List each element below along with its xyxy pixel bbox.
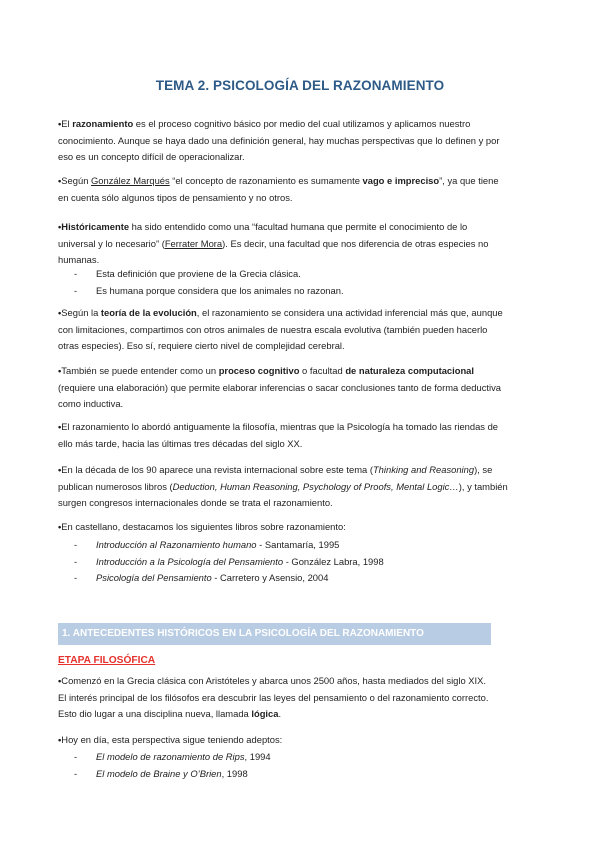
text: ”, ya que tiene bbox=[439, 175, 499, 186]
text: También se puede entender como un bbox=[61, 365, 219, 376]
bullet: • bbox=[58, 221, 62, 232]
bold-text: teoría de la evolución bbox=[100, 307, 197, 318]
book-author: - González Labra, 1998 bbox=[283, 555, 384, 567]
dash: - bbox=[74, 767, 78, 779]
bullet: • bbox=[58, 175, 62, 186]
dash: - bbox=[74, 284, 78, 296]
book-title: Introducción a la Psicología del Pensamiento bbox=[96, 555, 284, 567]
italic-text: Thinking and Reasoning bbox=[372, 464, 475, 475]
list-item-text: Es humana porque considera que los animales no razonan. bbox=[96, 284, 344, 296]
model-title: El modelo de Braine y O’Brien bbox=[96, 767, 222, 779]
paragraph-historicamente bbox=[58, 219, 548, 269]
text: Esto dio lugar a una disciplina nueva, llamada bbox=[58, 708, 252, 720]
list-item bbox=[74, 570, 534, 587]
bold-text: Históricamente bbox=[61, 221, 130, 232]
list-item bbox=[74, 266, 534, 283]
bold-text: proceso cognitivo bbox=[218, 365, 300, 376]
text: universal y lo necesario” ( bbox=[58, 237, 165, 249]
text: , el razonamiento se considera una actividad inferencial más que, aunque bbox=[196, 307, 503, 318]
text: Según bbox=[61, 175, 92, 186]
section-heading: 1. ANTECEDENTES HISTÓRICOS EN LA PSICOLOGÍA DEL RAZONAMIENTO bbox=[62, 628, 424, 639]
bold-text: lógica bbox=[251, 708, 279, 720]
text-line: eso es un concepto difícil de operacionalizar. bbox=[58, 151, 245, 163]
book-author: - Santamaría, 1995 bbox=[256, 539, 340, 550]
model-year: , 1994 bbox=[244, 751, 271, 762]
bullet: • bbox=[58, 307, 62, 318]
text: Según la bbox=[61, 307, 101, 318]
bold-text: de naturaleza computacional bbox=[345, 365, 475, 376]
list-item-text: Esta definición que proviene de la Grecia clásica. bbox=[96, 268, 301, 279]
text-line: El interés principal de los filósofos era descubrir las leyes del pensamiento o del razonamiento correcto. bbox=[58, 691, 489, 703]
subheading-etapa-filosofica: ETAPA FILOSÓFICA bbox=[58, 655, 156, 666]
list-item bbox=[74, 766, 534, 783]
dash: - bbox=[74, 751, 78, 762]
list-books bbox=[74, 537, 534, 587]
text: El razonamiento lo abordó antiguamente la filosofía, mientras que la Psicología ha tomado las riendas de bbox=[61, 421, 499, 432]
list-item bbox=[74, 749, 534, 766]
page-title: TEMA 2. PSICOLOGÍA DEL RAZONAMIENTO bbox=[155, 78, 445, 93]
text-line: como inductiva. bbox=[58, 398, 124, 410]
section-heading-bar bbox=[58, 623, 491, 645]
book-author: - Carretero y Asensio, 2004 bbox=[211, 572, 329, 584]
author-link: Ferrater Mora bbox=[164, 237, 223, 249]
paragraph-gonzalez-marques bbox=[58, 173, 548, 206]
text: publican numerosos libros ( bbox=[58, 480, 173, 492]
text: Hoy en día, esta perspectiva sigue teniendo adeptos: bbox=[61, 734, 283, 745]
text-line: otras especies). Eso sí, requiere cierto nivel de complejidad cerebral. bbox=[58, 340, 345, 352]
paragraph-castellano bbox=[58, 519, 548, 536]
text: ha sido entendido como una “facultad humana que permite el conocimiento de lo bbox=[129, 221, 468, 232]
paragraph-definition bbox=[58, 116, 548, 166]
text: o facultad bbox=[299, 365, 346, 376]
bullet: • bbox=[58, 421, 62, 432]
text: ). Es decir, una facultad que nos diferencia de otras especies no bbox=[222, 237, 489, 249]
book-title: Introducción al Razonamiento humano bbox=[96, 539, 257, 550]
paragraph-grecia-clasica bbox=[58, 673, 548, 723]
text-line: conocimiento. Aunque se haya dado una definición general, hay muchas perspectivas que lo definen y por bbox=[58, 134, 500, 146]
author-link: González Marqués bbox=[91, 175, 170, 186]
paragraph-computacional bbox=[58, 363, 548, 413]
text: ), se bbox=[474, 464, 493, 475]
dash: - bbox=[74, 572, 78, 584]
book-title: Psicología del Pensamiento bbox=[96, 572, 212, 584]
text-line: (requiere una elaboración) que permite elaborar inferencias o sacar conclusiones tanto de forma deductiva bbox=[58, 381, 501, 393]
bullet: • bbox=[58, 675, 62, 686]
text-line: surgen congresos internacionales donde se trata el razonamiento. bbox=[58, 497, 333, 509]
text: El bbox=[61, 118, 73, 129]
bullet: • bbox=[58, 734, 62, 745]
text: Comenzó en la Grecia clásica con Aristóteles y abarca unos 2500 años, hasta mediados del siglo XIX. bbox=[61, 675, 487, 686]
text: En castellano, destacamos los siguientes libros sobre razonamiento: bbox=[61, 521, 346, 532]
model-title: El modelo de razonamiento de Rips bbox=[96, 751, 245, 762]
bullet: • bbox=[58, 118, 62, 129]
dash: - bbox=[74, 539, 78, 550]
list-historicamente bbox=[74, 266, 534, 299]
text: es el proceso cognitivo básico por medio del cual utilizamos y aplicamos nuestro bbox=[133, 118, 471, 129]
text-line: humanas. bbox=[58, 254, 100, 266]
paragraph-evolucion bbox=[58, 305, 548, 355]
text-line: ello más tarde, hacia las últimas tres décadas del siglo XX. bbox=[58, 437, 303, 449]
text: “el concepto de razonamiento es sumamente bbox=[169, 175, 363, 186]
text: ), y también bbox=[458, 480, 508, 492]
paragraph-adeptos bbox=[58, 732, 548, 749]
dash: - bbox=[74, 555, 78, 567]
list-models bbox=[74, 749, 534, 782]
text-line: en cuenta sólo algunos tipos de pensamiento y no otros. bbox=[58, 191, 293, 203]
list-item bbox=[74, 537, 534, 554]
bullet: • bbox=[58, 521, 62, 532]
bold-text: razonamiento bbox=[72, 118, 134, 129]
bold-text: vago e impreciso bbox=[362, 175, 440, 186]
text-line: con limitaciones, compartimos con otros animales de nuestra escala evolutiva (también pueden hacerlo bbox=[58, 323, 488, 335]
paragraph-decada-90 bbox=[58, 462, 548, 512]
dash: - bbox=[74, 268, 78, 279]
list-item bbox=[74, 554, 534, 571]
bullet: • bbox=[58, 365, 62, 376]
bullet: • bbox=[58, 464, 62, 475]
paragraph-filosofia bbox=[58, 419, 548, 452]
italic-text: Deduction, Human Reasoning, Psychology of Proofs, Mental Logic… bbox=[172, 480, 459, 492]
text: En la década de los 90 aparece una revista internacional sobre este tema ( bbox=[61, 464, 373, 475]
text: . bbox=[278, 708, 282, 720]
list-item bbox=[74, 283, 534, 300]
model-year: , 1998 bbox=[221, 767, 248, 779]
